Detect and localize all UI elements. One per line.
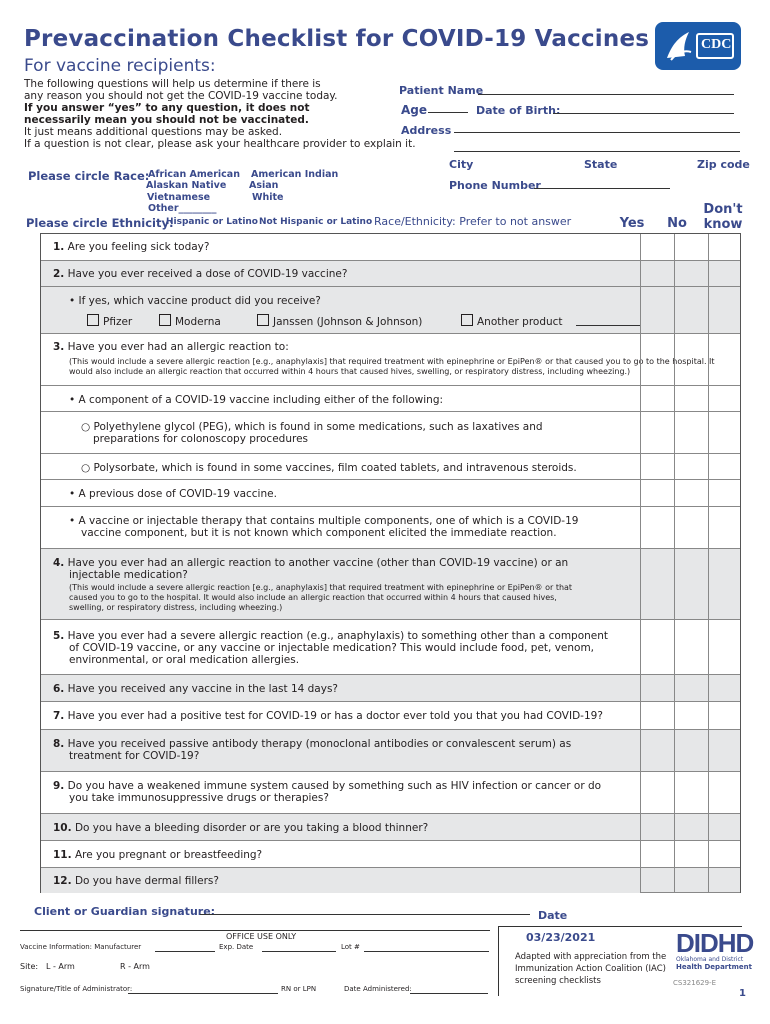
question-row (41, 261, 640, 287)
vaccine-info-label: Vaccine Information: Manufacturer (20, 943, 142, 951)
race-option[interactable]: Other________ (148, 203, 217, 214)
yes-answer-cell[interactable] (640, 772, 674, 814)
ethnicity-typed-answer: Race/Ethnicity: Prefer to not answer (374, 215, 572, 228)
race-option[interactable]: Vietnamese (147, 192, 211, 203)
yes-answer-cell[interactable] (640, 412, 674, 454)
rn-lpn-label: RN or LPN (281, 985, 317, 993)
question-text: 3. Have you ever had an allergic reaction to: (53, 341, 289, 353)
admin-signature-field[interactable] (128, 993, 278, 994)
dont-know-answer-cell[interactable] (708, 480, 740, 507)
vaccine-option-moderna[interactable]: Moderna (159, 314, 221, 328)
race-option[interactable]: White (252, 192, 284, 203)
vaccine-option-janssen[interactable]: Janssen (Johnson & Johnson) (257, 314, 422, 328)
no-answer-cell[interactable] (674, 730, 708, 772)
yes-answer-cell[interactable] (640, 480, 674, 507)
no-answer-cell[interactable] (674, 772, 708, 814)
phone-field[interactable] (534, 188, 670, 189)
site-right-arm[interactable]: R - Arm (120, 962, 150, 971)
no-answer-cell[interactable] (674, 480, 708, 507)
checkbox[interactable] (257, 314, 269, 326)
race-option[interactable]: African American (148, 169, 240, 180)
intro-line: If a question is not clear, please ask your healthcare provider to explain it. (24, 138, 416, 150)
dont-know-answer-cell[interactable] (708, 386, 740, 412)
intro-line: any reason you should not get the COVID-19 vaccine today. (24, 90, 338, 102)
yes-column-header: Yes (619, 216, 645, 231)
question-row (41, 730, 640, 772)
yes-answer-cell[interactable] (640, 334, 674, 386)
race-label: Please circle Race: (28, 169, 150, 183)
question-text: 1. Are you feeling sick today? (53, 241, 210, 253)
no-answer-cell[interactable] (674, 507, 708, 549)
question-text: 8. Have you received passive antibody therapy (monoclonal antibodies or convalescent serum) as treatment for COVID-19? (53, 738, 572, 762)
cdc-logo-text: CDC (701, 37, 732, 52)
admin-signature-label: Signature/Title of Administrator: (20, 985, 133, 993)
yes-answer-cell[interactable] (640, 234, 674, 261)
lot-field[interactable] (364, 951, 489, 952)
date-value: 03/23/2021 (526, 931, 596, 944)
race-option[interactable]: American Indian (251, 169, 339, 180)
question-row (41, 675, 640, 702)
signature-label: Client or Guardian signature: (34, 905, 216, 918)
no-answer-cell[interactable] (674, 841, 708, 868)
dept-name-line: Oklahoma and District (676, 956, 744, 963)
hhs-cdc-logo (655, 22, 741, 70)
ethnicity-label: Please circle Ethnicity: (26, 216, 174, 230)
yes-answer-cell[interactable] (640, 702, 674, 730)
vaccine-option-pfizer[interactable]: Pfizer (87, 314, 132, 328)
age-field[interactable] (428, 112, 468, 113)
yes-answer-cell[interactable] (640, 507, 674, 549)
question-row (41, 549, 640, 620)
question-subrow (41, 386, 640, 412)
question-text: • A previous dose of COVID-19 vaccine. (69, 488, 277, 500)
no-answer-cell[interactable] (674, 386, 708, 412)
exp-date-label: Exp. Date (219, 943, 254, 951)
address-field[interactable] (454, 132, 740, 133)
yes-answer-cell[interactable] (640, 261, 674, 287)
yes-answer-cell[interactable] (640, 620, 674, 675)
no-answer-cell[interactable] (674, 868, 708, 893)
date-administered-label: Date Administered: (344, 985, 412, 993)
dont-know-answer-cell[interactable] (708, 868, 740, 893)
ethnicity-option[interactable]: Hispanic or Latino (166, 217, 258, 227)
question-row (41, 620, 640, 675)
question-text: • If yes, which vaccine product did you receive? (69, 295, 321, 307)
office-use-label: OFFICE USE ONLY (226, 932, 297, 941)
dont-know-answer-cell[interactable] (708, 234, 740, 261)
intro-line: It just means additional questions may be asked. (24, 126, 283, 138)
checkbox[interactable] (159, 314, 171, 326)
dont-know-answer-cell[interactable] (708, 412, 740, 454)
question-text: 6. Have you received any vaccine in the last 14 days? (53, 683, 339, 695)
intro-bold-line: If you answer “yes” to any question, it does not (24, 102, 310, 114)
question-text: 2. Have you ever received a dose of COVID-19 vaccine? (53, 268, 348, 280)
question-row (41, 868, 640, 893)
race-option[interactable]: Asian (249, 180, 279, 191)
no-answer-cell[interactable] (674, 412, 708, 454)
no-answer-cell[interactable] (674, 454, 708, 480)
yes-answer-cell[interactable] (640, 730, 674, 772)
dont-know-answer-cell[interactable] (708, 620, 740, 675)
checkbox[interactable] (87, 314, 99, 326)
no-answer-cell[interactable] (674, 287, 708, 334)
dont-know-answer-cell[interactable] (708, 507, 740, 549)
question-row (41, 841, 640, 868)
checkbox[interactable] (461, 314, 473, 326)
page-title: Prevaccination Checklist for COVID-19 Vaccines (24, 26, 650, 52)
question-subrow (41, 287, 640, 334)
dont-know-answer-cell[interactable] (708, 730, 740, 772)
no-answer-cell[interactable] (674, 814, 708, 841)
site-label: Site: (20, 962, 39, 971)
no-answer-cell[interactable] (674, 702, 708, 730)
site-left-arm[interactable]: L - Arm (46, 962, 75, 971)
question-row (41, 702, 640, 730)
patient-name-field[interactable] (478, 94, 734, 95)
dont-know-answer-cell[interactable] (708, 549, 740, 620)
no-answer-cell[interactable] (674, 620, 708, 675)
intro-bold-line: necessarily mean you should not be vaccinated. (24, 114, 309, 126)
ethnicity-option[interactable]: Not Hispanic or Latino (259, 217, 373, 227)
question-text: • A component of a COVID-19 vaccine including either of the following: (69, 394, 444, 406)
age-label: Age (401, 103, 428, 117)
dob-label: Date of Birth: (476, 104, 561, 117)
date-field[interactable] (498, 926, 742, 927)
question-text: • A vaccine or injectable therapy that contains multiple components, one of which is a COVID-19 vaccine component, but it is not known which component elicited the immediate reaction. (69, 515, 579, 539)
no-answer-cell[interactable] (674, 549, 708, 620)
question-text: 12. Do you have dermal fillers? (53, 875, 219, 887)
phone-label: Phone Number (449, 179, 541, 192)
address-field-line2[interactable] (454, 151, 740, 152)
office-use-rule (20, 930, 490, 931)
dept-logo-text: DIDHD (676, 928, 754, 958)
question-subrow (41, 454, 640, 480)
dept-name-line: Health Department (676, 963, 752, 971)
manufacturer-field[interactable] (155, 951, 215, 952)
page-number: 1 (739, 988, 746, 999)
question-text: 4. Have you ever had an allergic reaction to another vaccine (other than COVID-19 vaccine) or an injectable medication? (53, 557, 569, 581)
yes-answer-cell[interactable] (640, 841, 674, 868)
race-option[interactable]: Alaskan Native (146, 180, 227, 191)
question-table (40, 233, 741, 893)
question-text: ○ Polyethylene glycol (PEG), which is found in some medications, such as laxatives and preparations for colonoscopy procedures (81, 421, 543, 445)
question-subrow (41, 412, 640, 454)
dont-know-line: Don't (703, 202, 743, 217)
question-note: (This would include a severe allergic reaction [e.g., anaphylaxis] that required treatment with epinephrine or EpiPen® or that caused you to go to the hospital. It would also include an allergic reaction that occurred within 4 hours that caused hives, swelling, or respiratory distress, including wheezing.) (69, 583, 573, 612)
dont-know-answer-cell[interactable] (708, 675, 740, 702)
dont-know-answer-cell[interactable] (708, 841, 740, 868)
yes-answer-cell[interactable] (640, 386, 674, 412)
no-answer-cell[interactable] (674, 261, 708, 287)
form-code: CS321629-E (673, 979, 717, 987)
zip-label: Zip code (697, 158, 750, 171)
question-row (41, 234, 640, 261)
question-row (41, 334, 715, 386)
patient-name-label: Patient Name (399, 84, 484, 97)
dont-know-answer-cell[interactable] (708, 772, 740, 814)
question-note: (This would include a severe allergic reaction [e.g., anaphylaxis] that required treatment with epinephrine or EpiPen® or that caused you to go to the hospital. It would also include an allergic reaction that occurred within 4 hours that caused hives, swelling, or respiratory distress, including wheezing.) (69, 357, 715, 376)
lot-label: Lot # (341, 943, 360, 951)
question-text: 5. Have you ever had a severe allergic reaction (e.g., anaphylaxis) to something other than a component of COVID-19 vaccine, or any vaccine or injectable medication? This would include food, pet, venom, environmental, or oral medication allergies. (53, 630, 609, 666)
no-answer-cell[interactable] (674, 334, 708, 386)
dont-know-answer-cell[interactable] (708, 814, 740, 841)
dont-know-answer-cell[interactable] (708, 261, 740, 287)
dont-know-answer-cell[interactable] (708, 454, 740, 480)
date-label: Date (538, 909, 568, 922)
dont-know-line: know (703, 217, 743, 232)
divider (498, 926, 501, 996)
vaccine-option-another[interactable]: Another product (461, 314, 563, 328)
question-text: 7. Have you ever had a positive test for COVID-19 or has a doctor ever told you that you had COVID-19? (53, 710, 603, 722)
no-column-header: No (667, 216, 687, 231)
yes-answer-cell[interactable] (640, 454, 674, 480)
dont-know-column-header (700, 202, 746, 232)
dob-field[interactable] (553, 113, 734, 114)
yes-answer-cell[interactable] (640, 868, 674, 893)
adapted-note: Adapted with appreciation from the Immunization Action Coalition (IAC) screening checklists (515, 952, 667, 986)
signature-field[interactable] (200, 914, 530, 915)
no-answer-cell[interactable] (674, 675, 708, 702)
yes-answer-cell[interactable] (640, 287, 674, 334)
state-label: State (584, 158, 618, 171)
dont-know-answer-cell[interactable] (708, 287, 740, 334)
yes-answer-cell[interactable] (640, 675, 674, 702)
question-subrow (41, 480, 640, 507)
yes-answer-cell[interactable] (640, 814, 674, 841)
intro-line: The following questions will help us determine if there is (24, 78, 321, 90)
yes-answer-cell[interactable] (640, 549, 674, 620)
question-text: 9. Do you have a weakened immune system caused by something such as HIV infection or cancer or do you take immunosuppressive drugs or therapies? (53, 780, 602, 804)
city-label: City (449, 158, 474, 171)
question-subrow (41, 507, 640, 549)
question-text: ○ Polysorbate, which is found in some vaccines, film coated tablets, and intravenous steroids. (81, 462, 577, 474)
question-row (41, 814, 640, 841)
address-label: Address (401, 124, 452, 137)
question-text: 11. Are you pregnant or breastfeeding? (53, 849, 263, 861)
no-answer-cell[interactable] (674, 234, 708, 261)
question-row (41, 772, 640, 814)
question-text: 10. Do you have a bleeding disorder or are you taking a blood thinner? (53, 822, 429, 834)
dont-know-answer-cell[interactable] (708, 702, 740, 730)
page-subtitle: For vaccine recipients: (24, 56, 216, 76)
exp-date-field[interactable] (262, 951, 336, 952)
health-department-logo (676, 928, 754, 974)
date-administered-field[interactable] (410, 993, 488, 994)
dont-know-answer-cell[interactable] (708, 334, 740, 386)
